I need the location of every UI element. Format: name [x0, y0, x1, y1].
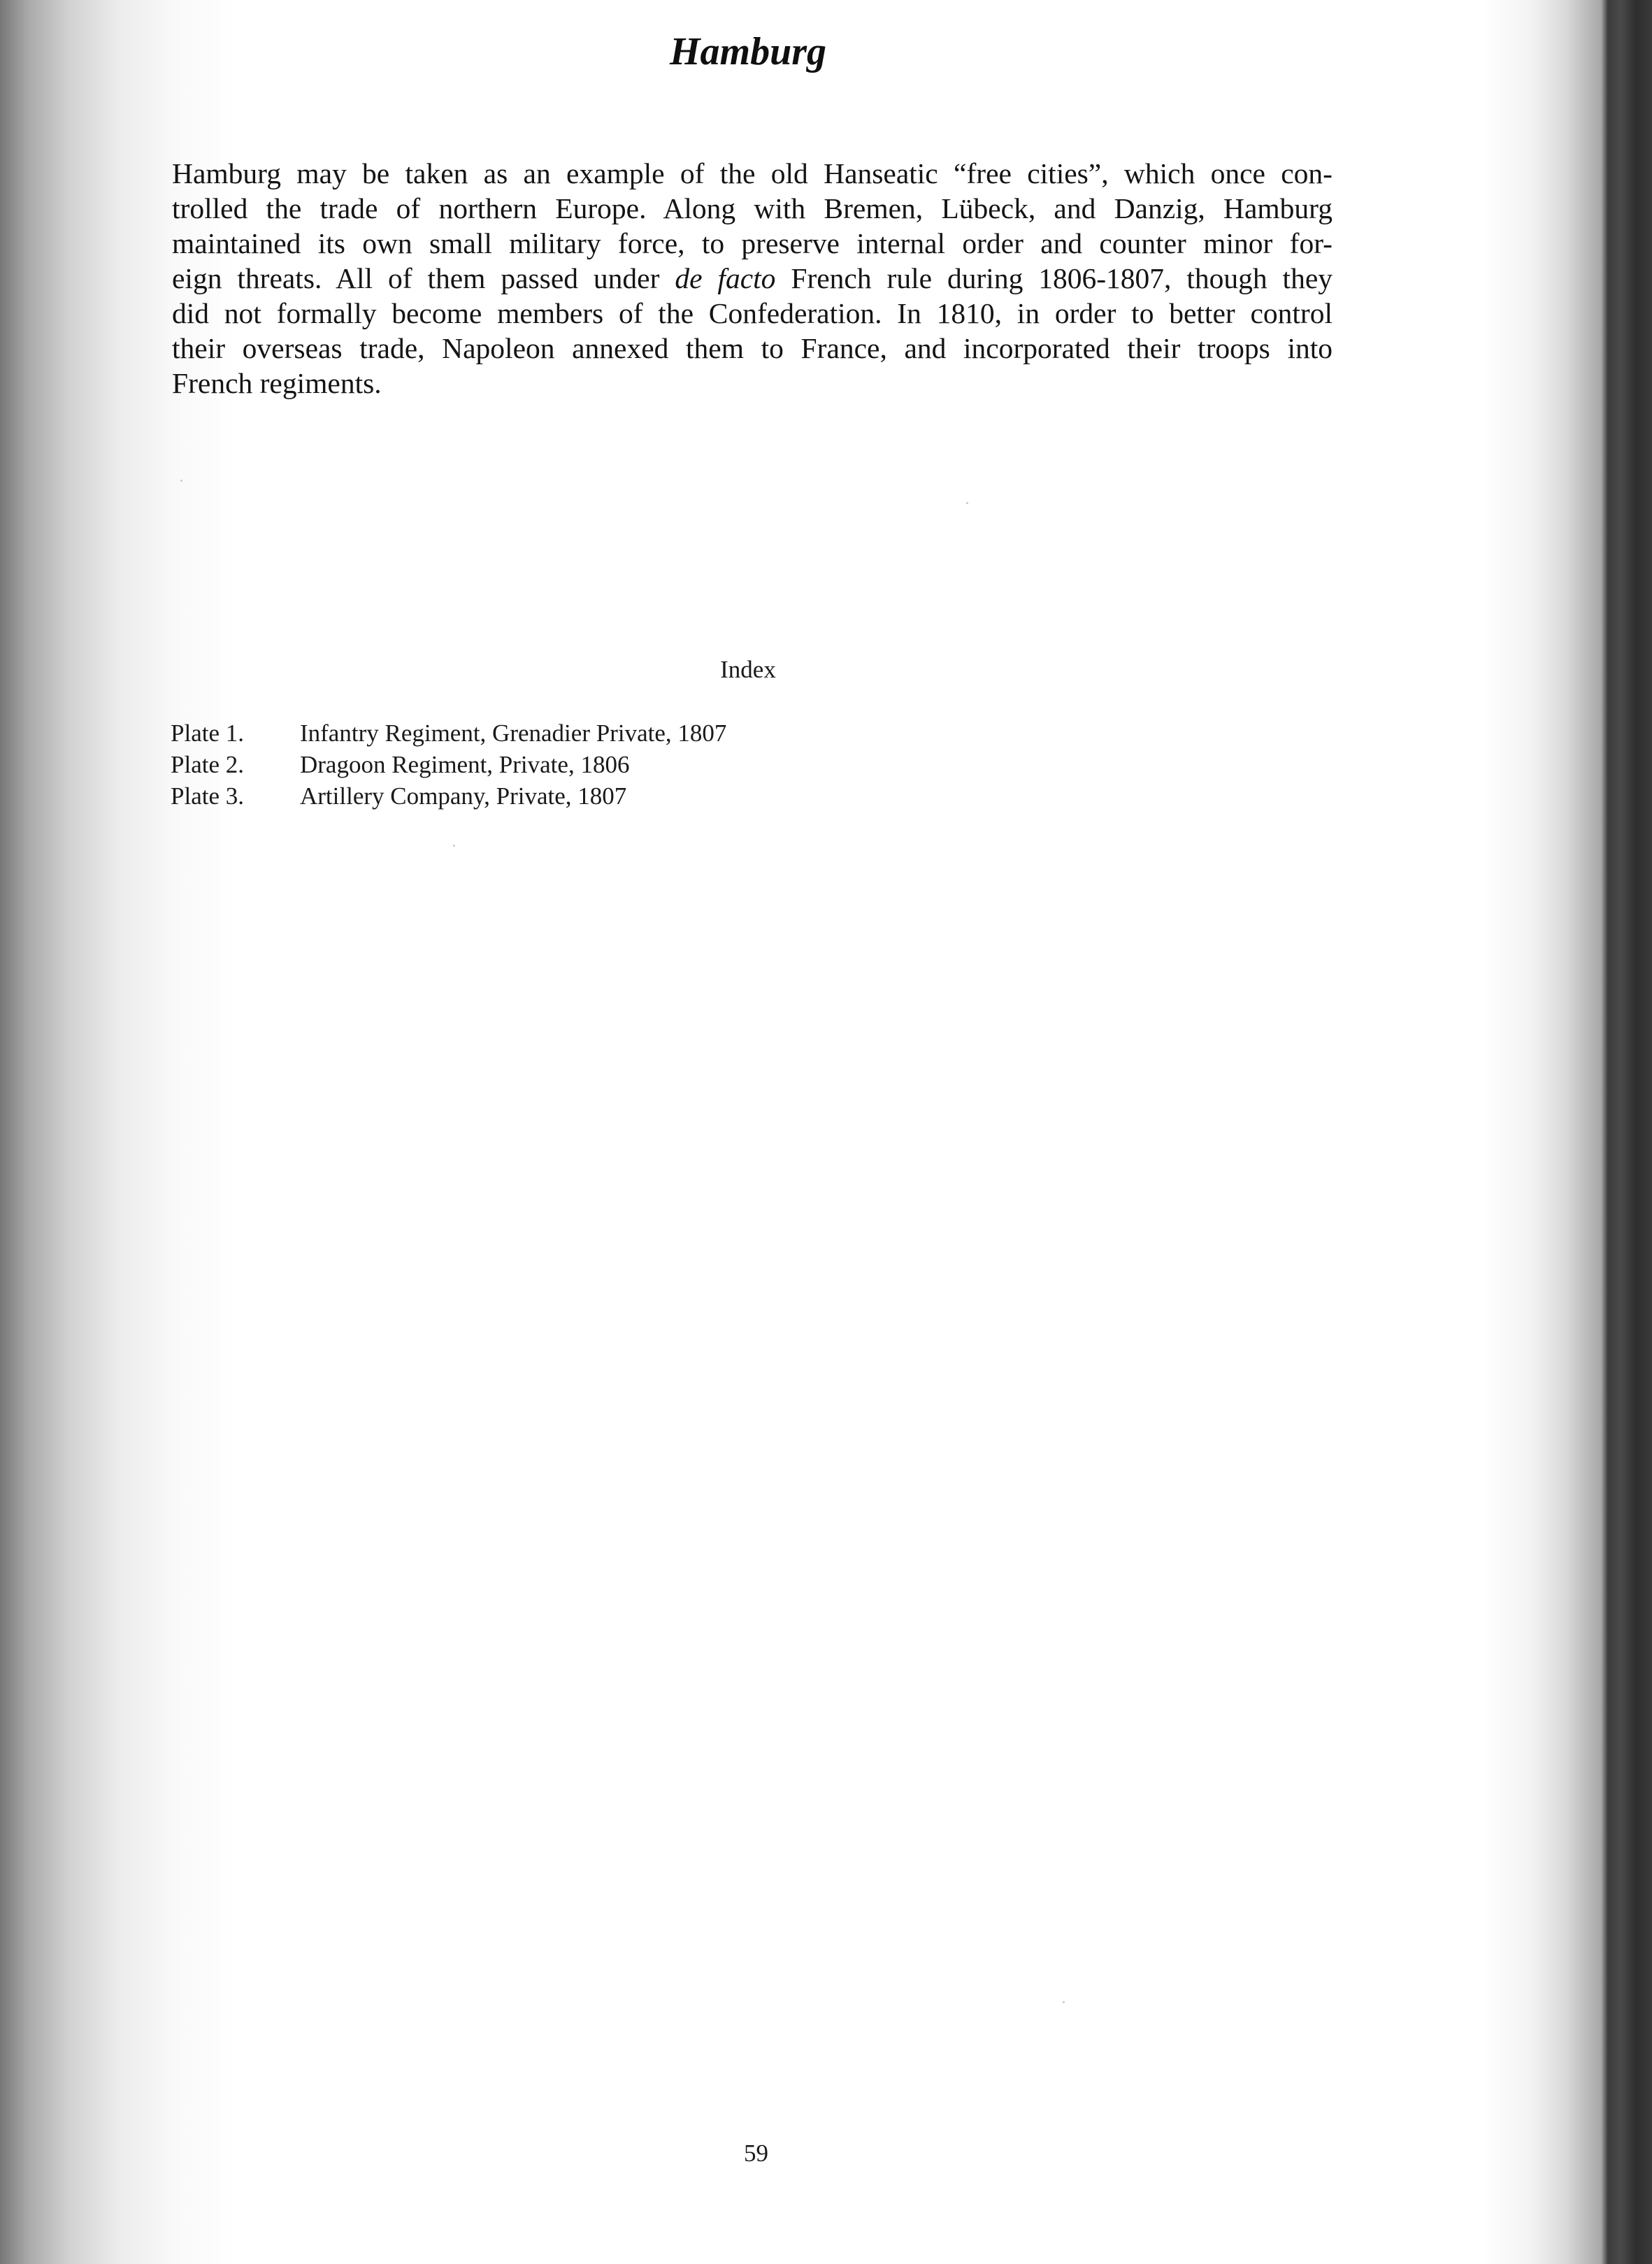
paper-speck: [966, 502, 968, 504]
paragraph-line: Hamburg may be taken as an example of the old Hanseatic “free cities”, which once con-: [172, 157, 1333, 189]
paragraph-line: [172, 261, 1333, 296]
index-heading: Index: [720, 656, 776, 683]
paper-speck: [59, 1152, 61, 1154]
index-entry: [171, 780, 870, 812]
page-title: Hamburg: [669, 30, 827, 73]
index-entry: [171, 749, 870, 780]
plate-description: Artillery Company, Private, 1807: [300, 782, 627, 810]
paragraph-line: maintained its own small military force, to preserve internal order and counter minor for-: [172, 227, 1333, 259]
paragraph-line-part: French rule during 1806-1807, though they: [791, 262, 1333, 294]
plate-number: Plate 2.: [171, 751, 244, 778]
paper-speck: [1063, 2001, 1065, 2003]
plate-number: Plate 1.: [171, 719, 244, 747]
italic-phrase: de facto: [675, 262, 776, 294]
paper-speck: [453, 845, 455, 847]
paragraph-line: French regiments.: [172, 367, 382, 399]
index-list: [171, 717, 870, 812]
body-paragraph: [172, 156, 1333, 401]
paper-speck: [180, 480, 182, 482]
page-number: 59: [744, 2140, 768, 2167]
index-entry: [171, 717, 870, 749]
paragraph-line: did not formally become members of the Confederation. In 1810, in order to better control: [172, 297, 1333, 329]
paragraph-line: their overseas trade, Napoleon annexed them to France, and incorporated their troops into: [172, 332, 1333, 364]
paragraph-line-part: eign threats. All of them passed under: [172, 262, 660, 294]
plate-description: Infantry Regiment, Grenadier Private, 1807: [300, 719, 727, 747]
plate-number: Plate 3.: [171, 782, 244, 810]
plate-description: Dragoon Regiment, Private, 1806: [300, 751, 630, 778]
paragraph-line: trolled the trade of northern Europe. Along with Bremen, Lübeck, and Danzig, Hamburg: [172, 192, 1333, 224]
